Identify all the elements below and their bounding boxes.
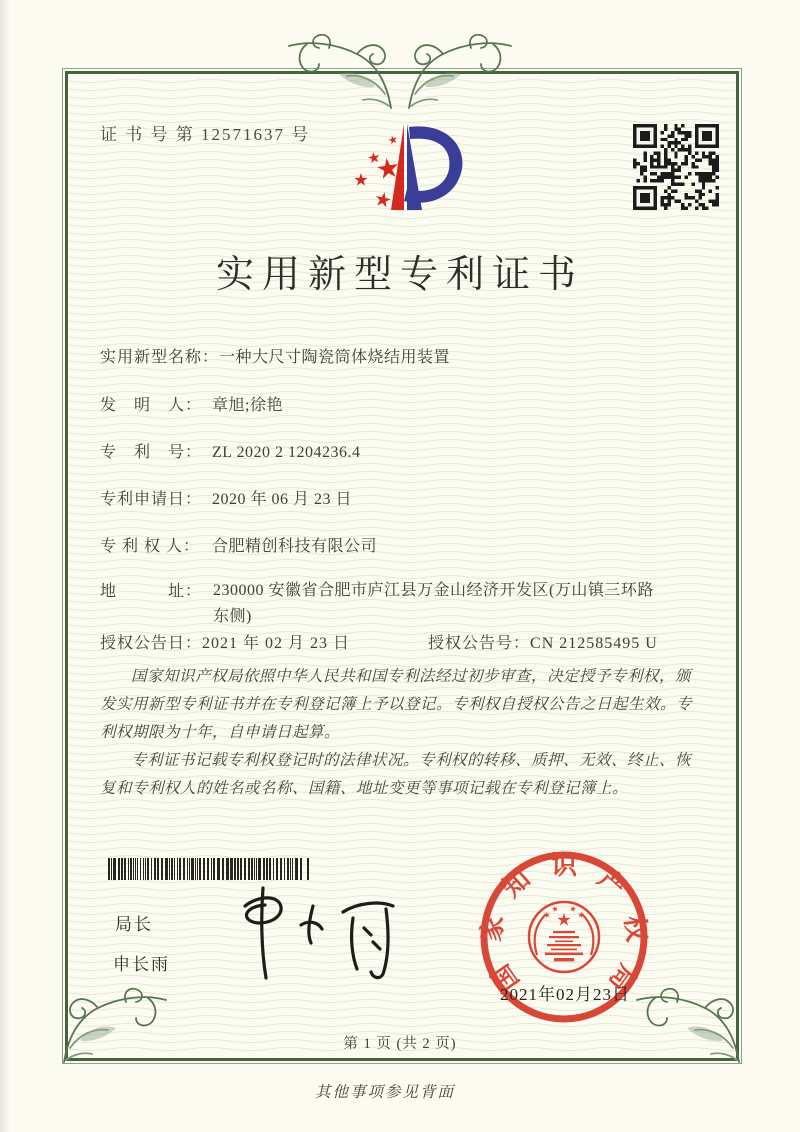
field-value-patentee: 合肥精创科技有限公司 xyxy=(212,538,378,555)
svg-text:产: 产 xyxy=(592,864,631,904)
field-row-patentee xyxy=(100,533,377,556)
seal-date: 2021年02月23日 xyxy=(500,985,630,1004)
field-label-patentee: 专 利 权 人： xyxy=(100,538,201,555)
field-label-address: 地 址： xyxy=(100,583,203,600)
legal-paragraph-1: 国家知识产权局依照中华人民共和国专利法经过初步审查，决定授予专利权，颁发实用新型专利证书并在专利登记簿上予以登记。专利权自授权公告之日起生效。专利权期限为十年，自申请日起算。 xyxy=(100,668,693,741)
cnipa-patent-logo-icon xyxy=(338,110,478,215)
scan-edge-shadow xyxy=(0,0,10,1132)
back-side-note: 其他事项参见背面 xyxy=(314,1084,455,1101)
field-label-name: 实用新型名称： xyxy=(100,349,220,366)
field-row-address xyxy=(100,578,212,601)
svg-text:局: 局 xyxy=(603,959,642,997)
field-value-grant-date: 2021 年 02 月 23 日 xyxy=(202,635,351,652)
field-value-patent-no: ZL 2020 2 1204236.4 xyxy=(212,444,361,461)
legal-paragraph-2: 专利证书记载专利权登记时的法律状况。专利权的转移、质押、无效、终止、恢复和专利权人的姓名或名称、国籍、地址变更等事项记载在专利登记簿上。 xyxy=(100,752,692,797)
svg-text:家: 家 xyxy=(476,913,509,944)
field-grant-no xyxy=(428,630,658,653)
page-number: 第 1 页 (共 2 页) xyxy=(343,1036,457,1052)
commissioner-name: 申长雨 xyxy=(113,955,170,974)
certificate-number: 证 书 号 第 12571637 号 xyxy=(100,125,311,144)
field-label-inventor: 发 明 人： xyxy=(100,397,203,414)
field-label-patent-no: 专 利 号： xyxy=(100,444,203,461)
commissioner-title: 局长 xyxy=(115,915,153,934)
qr-code xyxy=(633,124,719,210)
field-row-patent-no xyxy=(100,439,360,462)
seal-national-emblem-icon xyxy=(529,902,599,972)
commissioner-handwritten-signature xyxy=(225,876,410,988)
field-label-filing-date: 专利申请日： xyxy=(100,491,203,508)
official-seal xyxy=(468,843,660,1035)
field-row-name xyxy=(100,344,450,367)
top-flourish-ornament-icon xyxy=(285,34,515,110)
svg-text:知: 知 xyxy=(497,864,536,904)
legal-text xyxy=(100,663,706,803)
field-label-grant-date: 授权公告日： xyxy=(100,635,203,652)
seal-ring-text xyxy=(477,851,652,997)
field-row-inventor xyxy=(100,392,283,415)
field-value-address: 230000 安徽省合肥市庐江县万金山经济开发区(万山镇三环路东侧) xyxy=(213,582,654,625)
field-label-grant-no: 授权公告号： xyxy=(428,635,531,652)
field-value-inventor: 章旭;徐艳 xyxy=(212,397,283,414)
field-value-name: 一种大尺寸陶瓷筒体烧结用装置 xyxy=(219,349,451,366)
certificate-title: 实用新型专利证书 xyxy=(215,254,584,296)
svg-text:权: 权 xyxy=(619,913,652,944)
field-value-filing-date: 2020 年 06 月 23 日 xyxy=(212,491,353,508)
svg-text:识: 识 xyxy=(550,851,578,880)
svg-text:国: 国 xyxy=(486,959,525,997)
field-grant-date xyxy=(100,630,350,653)
field-row-filing-date xyxy=(100,486,352,509)
field-value-grant-no: CN 212585495 U xyxy=(530,635,658,652)
